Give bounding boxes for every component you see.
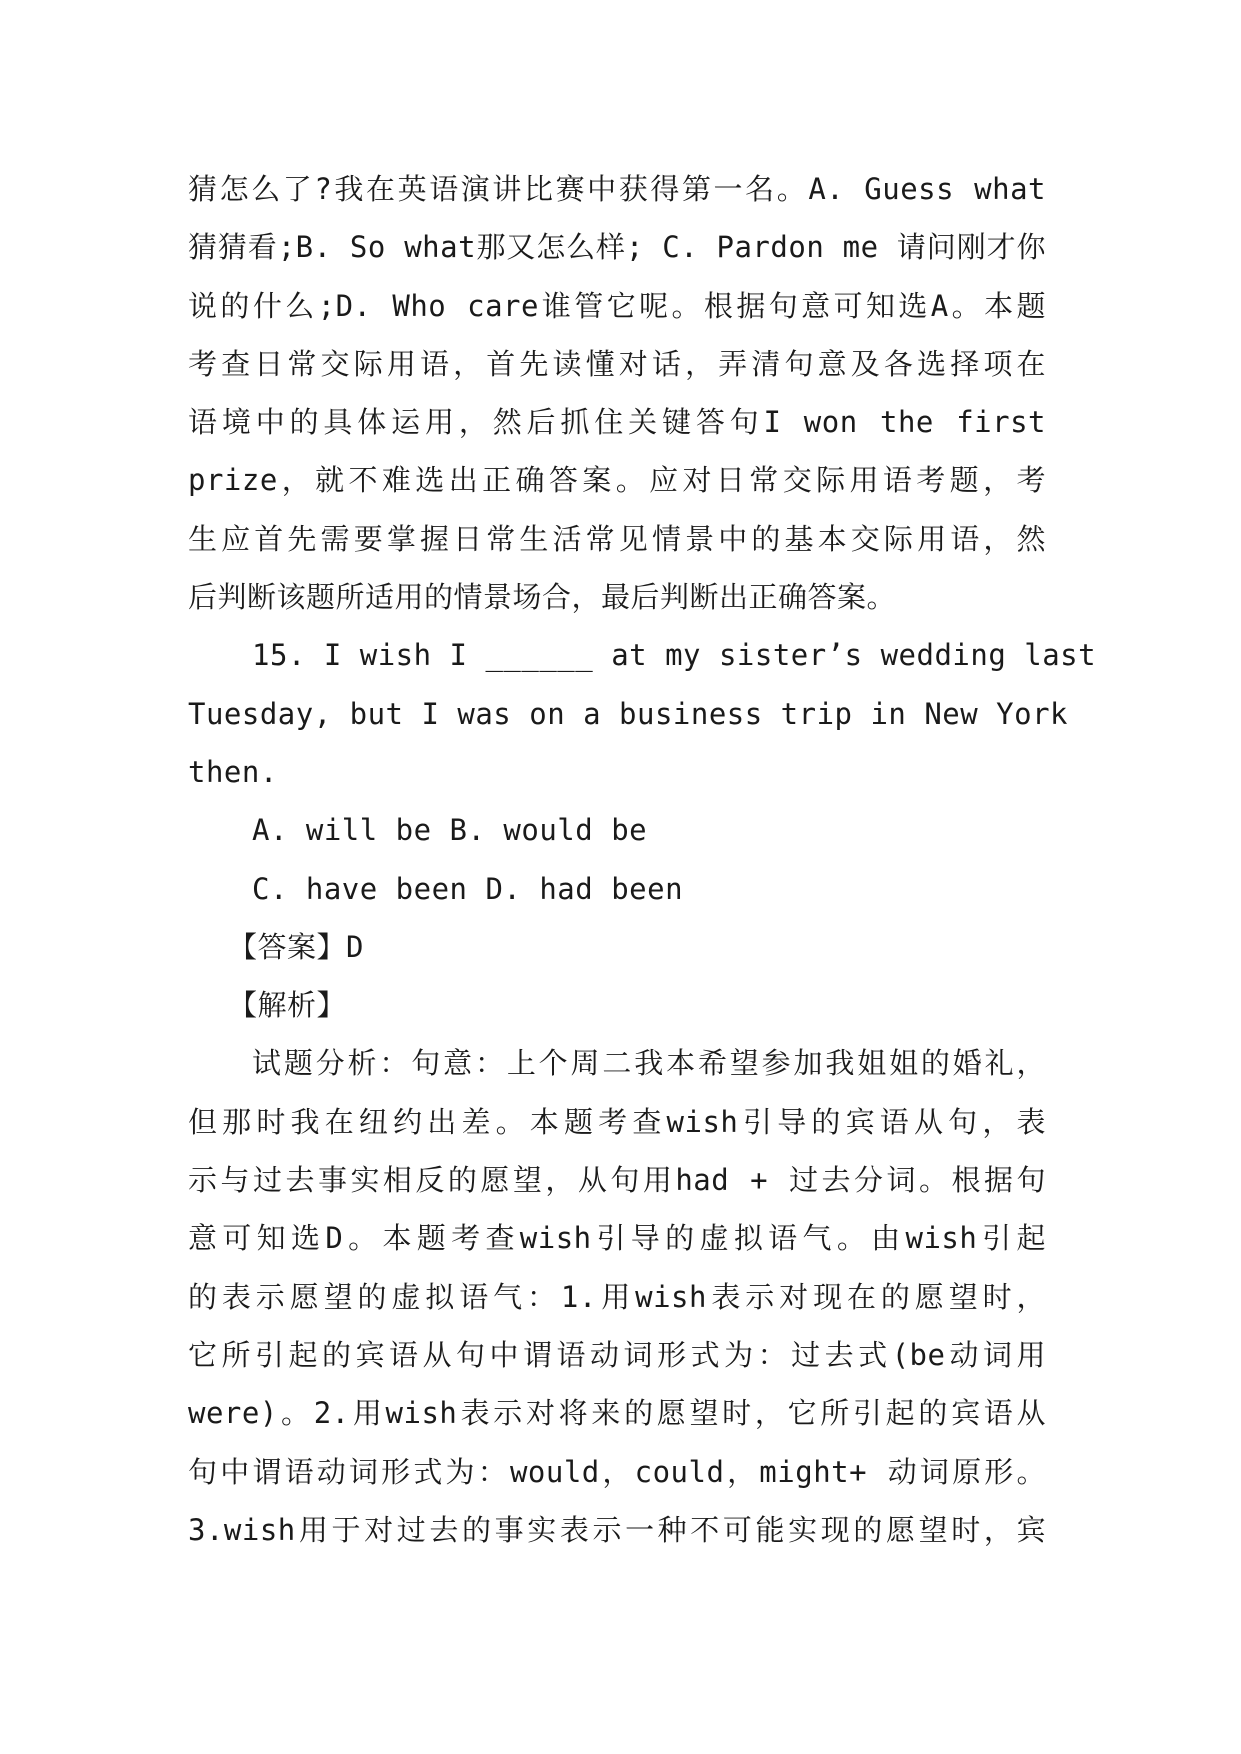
option-line-ab: A. will be B. would be xyxy=(252,813,648,848)
text-line: 的表示愿望的虚拟语气：1.用wish表示对现在的愿望时， xyxy=(188,1279,1046,1314)
text-line: prize，就不难选出正确答案。应对日常交际用语考题，考 xyxy=(188,463,1046,498)
text-line: 句中谓语动词形式为：would，could，might+ 动词原形。 xyxy=(188,1454,1046,1489)
text-line: 它所引起的宾语从句中谓语动词形式为：过去式(be动词用 xyxy=(188,1337,1046,1372)
answer-options xyxy=(188,801,1046,918)
text-line: 意可知选D。本题考查wish引导的虚拟语气。由wish引起 xyxy=(188,1221,1046,1256)
text-line: 但那时我在纽约出差。本题考查wish引导的宾语从句，表 xyxy=(188,1104,1046,1139)
answer-line: 【答案】D xyxy=(228,929,364,964)
text-line: 试题分析：句意：上个周二我本希望参加我姐姐的婚礼， xyxy=(252,1046,1046,1081)
question-text-line: then. xyxy=(188,754,278,789)
explanation-paragraph xyxy=(188,160,1046,626)
option-line-cd: C. have been D. had been xyxy=(252,871,684,906)
text-line: 考查日常交际用语，首先读懂对话，弄清句意及各选择项在 xyxy=(188,346,1046,381)
text-line: 猜怎么了?我在英语演讲比赛中获得第一名。A. Guess what xyxy=(188,172,1046,206)
text-line: 猜猜看;B. So what那又怎么样; C. Pardon me 请问刚才你 xyxy=(188,230,1046,265)
text-line: 说的什么;D. Who care谁管它呢。根据句意可知选A。本题 xyxy=(188,288,1046,323)
document-body xyxy=(188,160,1097,1559)
text-line: 生应首先需要掌握日常生活常见情景中的基本交际用语，然 xyxy=(188,521,1046,556)
text-line: 后判断该题所适用的情景场合，最后判断出正确答案。 xyxy=(188,580,897,615)
text-line: were)。2.用wish表示对将来的愿望时，它所引起的宾语从 xyxy=(188,1396,1046,1431)
text-line: 语境中的具体运用，然后抓住关键答句I won the first xyxy=(188,405,1046,440)
question-text-line: 15. I wish I ______ at my sister’s wedding last xyxy=(252,638,1097,673)
analysis-paragraph xyxy=(188,1034,1046,1559)
question-text-line: Tuesday, but I was on a business trip in New York xyxy=(188,696,1069,731)
analysis-label: 【解析】 xyxy=(228,988,347,1023)
text-line: 示与过去事实相反的愿望，从句用had + 过去分词。根据句 xyxy=(188,1163,1046,1198)
question-15 xyxy=(188,626,1097,801)
text-line: 3.wish用于对过去的事实表示一种不可能实现的愿望时，宾 xyxy=(188,1512,1046,1547)
